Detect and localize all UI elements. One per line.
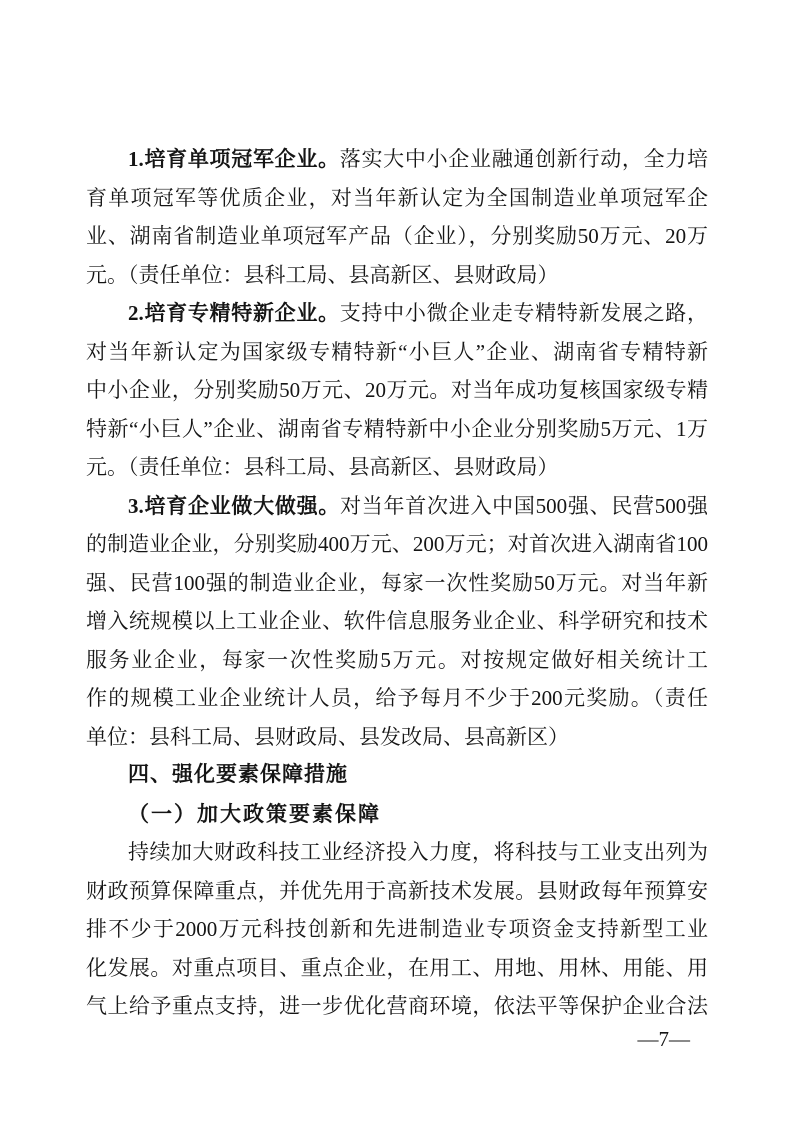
text-line (86, 718, 708, 757)
text-line (86, 179, 708, 218)
paragraph-lead: 3.培育企业做大做强。 (128, 493, 341, 518)
paragraph-text: 作的规模工业企业统计人员，给予每月不少于200元奖励。（责任 (86, 686, 708, 710)
document-body (86, 140, 708, 1026)
page-number: —7— (637, 1027, 690, 1051)
paragraph-text: 元。（责任单位：县科工局、县高新区、县财政局） (86, 262, 559, 287)
text-line (86, 910, 708, 949)
paragraph-text: 强、民营100强的制造业企业，每家一次性奖励50万元。对当年新 (86, 570, 708, 595)
paragraph-text: 化发展。对重点项目、重点企业，在用工、用地、用林、用能、用 (86, 955, 708, 980)
text-line (86, 140, 708, 179)
paragraph-text: 服务业企业，每家一次性奖励5万元。对按规定做好相关统计工 (86, 647, 708, 672)
text-line (86, 333, 708, 372)
text-line (86, 217, 708, 256)
text-line (86, 602, 708, 641)
paragraph-text: 对当年首次进入中国500强、民营500强 (340, 493, 709, 518)
text-line (86, 949, 708, 988)
text-line (86, 564, 708, 603)
text-line (86, 679, 708, 718)
paragraph-lead: 1.培育单项冠军企业。 (128, 147, 340, 171)
paragraph-text: 育单项冠军等优质企业，对当年新认定为全国制造业单项冠军企 (86, 185, 708, 210)
paragraph-text: 特新“小巨人”企业、湖南省专精特新中小企业分别奖励5万元、1万 (86, 416, 708, 441)
paragraph-text: 增入统规模以上工业企业、软件信息服务业企业、科学研究和技术 (86, 609, 708, 633)
paragraph-lead: 2.培育专精特新企业。 (128, 301, 340, 325)
text-line (86, 448, 708, 487)
text-line (86, 987, 708, 1026)
paragraph-text: 持续加大财政科技工业经济投入力度，将科技与工业支出列为 (128, 840, 708, 864)
paragraph-text: 对当年新认定为国家级专精特新“小巨人”企业、湖南省专精特新 (86, 339, 708, 364)
text-line (86, 371, 708, 410)
section-heading: 四、强化要素保障措施 (128, 763, 348, 786)
paragraph-text: 排不少于2000万元科技创新和先进制造业专项资金支持新型工业 (86, 917, 708, 941)
paragraph-text: 落实大中小企业融通创新行动，全力培 (339, 147, 709, 171)
paragraph-text: 的制造业企业，分别奖励400万元、200万元；对首次进入湖南省100 (86, 532, 708, 556)
text-line (86, 410, 708, 449)
paragraph-text: 业、湖南省制造业单项冠军产品（企业），分别奖励50万元、20万 (86, 224, 708, 248)
paragraph-text: 元。（责任单位：县科工局、县高新区、县财政局） (86, 455, 559, 479)
subsection-heading: （一）加大政策要素保障 (128, 801, 381, 826)
paragraph-text: 气上给予重点支持，进一步优化营商环境，依法平等保护企业合法 (86, 994, 708, 1018)
paragraph-text: 财政预算保障重点，并优先用于高新技术发展。县财政每年预算安 (86, 878, 708, 903)
text-line (86, 872, 708, 911)
text-line (86, 525, 708, 564)
paragraph-text: 支持中小微企业走专精特新发展之路， (339, 301, 709, 325)
text-line (86, 487, 708, 526)
text-line (86, 833, 708, 872)
text-line (86, 294, 708, 333)
paragraph-text: 单位：县科工局、县财政局、县发改局、县高新区） (86, 724, 569, 749)
paragraph-text: 中小企业，分别奖励50万元、20万元。对当年成功复核国家级专精 (86, 378, 708, 402)
text-line (86, 641, 708, 680)
text-line (86, 256, 708, 295)
